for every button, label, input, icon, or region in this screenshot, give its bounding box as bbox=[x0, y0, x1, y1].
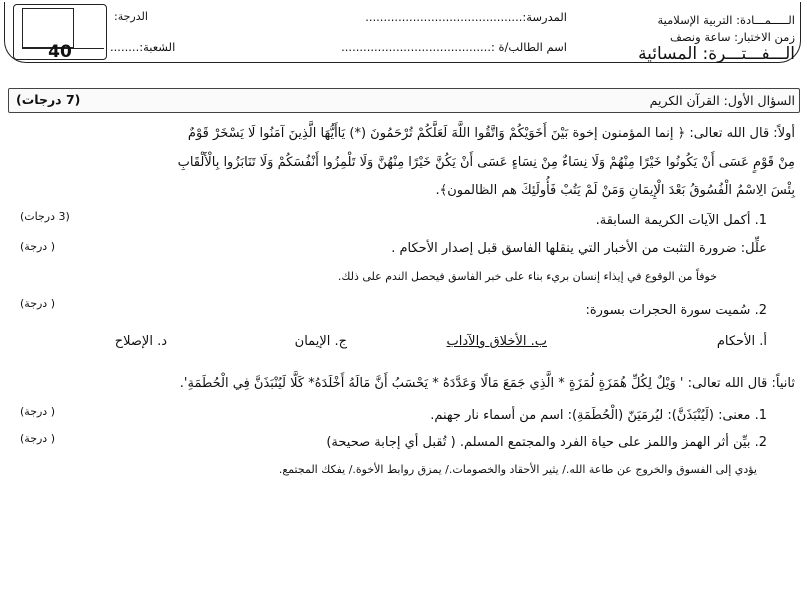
school-field: المدرسة:........................................... bbox=[365, 10, 567, 24]
option-a: أ. الأحكام bbox=[716, 334, 767, 349]
explain-marks: ( درجة) bbox=[20, 240, 55, 253]
question-marks: (7 درجات) bbox=[16, 92, 81, 107]
section-field: الشعبة:........ bbox=[110, 40, 176, 54]
part2-item2-marks: ( درجة) bbox=[20, 432, 55, 445]
part2-item1-marks: ( درجة) bbox=[20, 405, 55, 418]
item1-marks: (3 درجات) bbox=[20, 210, 70, 223]
subject-label: الـــــمـــادة: التربية الإسلامية bbox=[657, 13, 795, 27]
item2-marks: ( درجة) bbox=[20, 297, 55, 310]
student-name-field: اسم الطالب/ة :......................................... bbox=[341, 40, 567, 54]
verse-line-1: أولاً: قال الله تعالى: ﴿ إنما المؤمنون إخوة بَيْنَ أَخَوَيْكُمْ وَاتَّقُوا اللَّهَ لَعَلَّكُمْ تُرْحَمُونَ (*) يَاأَيُّهَا الَّذِينَ آمَنُوا لَا يَسْخَرْ قَوْمٌ bbox=[187, 126, 795, 141]
part2-verse: ثانياً: قال الله تعالى: ' وَيْلٌ لِكُلِّ هُمَزَةٍ لُمَزَةٍ * الَّذِي جَمَعَ مَالًا وَعَدَّدَهُ * يَحْسَبُ أَنَّ مَالَهُ أَخْلَدَهُ* كَلَّا لَيُنْبَذَنَّ فِي الْحُطَمَةِ'. bbox=[179, 376, 795, 391]
part2-item2-answer: يؤدي إلى الفسوق والخروج عن طاعة الله./ يثير الأحقاد والخصومات./ يمزق روابط الأخوة./ يفكك المجتمع. bbox=[278, 463, 757, 476]
part2-item2: 2. بيِّن أثر الهمز واللمز على حياة الفرد والمجتمع المسلم. ( تُقبل أي إجابة صحيحة) bbox=[326, 435, 767, 450]
grade-label: الدرجة: bbox=[114, 10, 148, 23]
duration-label: زمن الاختبار: ساعة ونصف bbox=[670, 30, 795, 44]
verse-line-3: بِئْسَ الِاسْمُ الْفُسُوقُ بَعْدَ الْإِيمَانِ وَمَنْ لَمْ يَتُبْ فَأُولَئِكَ هم الظالمون﴾. bbox=[435, 183, 795, 198]
verse-line-2: مِنْ قَوْمٍ عَسَى أَنْ يَكُونُوا خَيْرًا مِنْهُمْ وَلَا نِسَاءٌ مِنْ نِسَاءٍ عَسَى أَنْ يَكُنَّ خَيْرًا مِنْهُنَّ وَلَا تَلْمِزُوا أَنْفُسَكُمْ وَلَا تَنَابَزُوا بِالْأَلْقَابِ bbox=[177, 155, 795, 170]
grade-score: 40 bbox=[48, 42, 72, 62]
explain-answer: خوفاً من الوقوع في إيذاء إنسان بريء بناء على خبر الفاسق فيحصل الندم على ذلك. bbox=[337, 270, 717, 283]
item1-prompt: 1. أكمل الآيات الكريمة السابقة. bbox=[595, 213, 767, 228]
term-label: الـــفـــتـــرة: المسائية bbox=[638, 44, 795, 64]
option-b: ب. الأخلاق والآداب bbox=[446, 334, 547, 349]
option-d: د. الإصلاح bbox=[114, 334, 167, 349]
explain-prompt: علِّل: ضرورة التثبت من الأخبار التي ينقلها الفاسق قبل إصدار الأحكام . bbox=[391, 241, 767, 256]
part2-item1: 1. معنى: (لَيُنْبَذَنَّ): ليُرمَيَنّ (الْحُطَمَةِ): اسم من أسماء نار جهنم. bbox=[430, 408, 767, 423]
question-title: السؤال الأول: القرآن الكريم bbox=[649, 93, 795, 108]
item2-prompt: 2. سُميت سورة الحجرات بسورة: bbox=[585, 303, 767, 318]
option-c: ج. الإيمان bbox=[294, 334, 347, 349]
